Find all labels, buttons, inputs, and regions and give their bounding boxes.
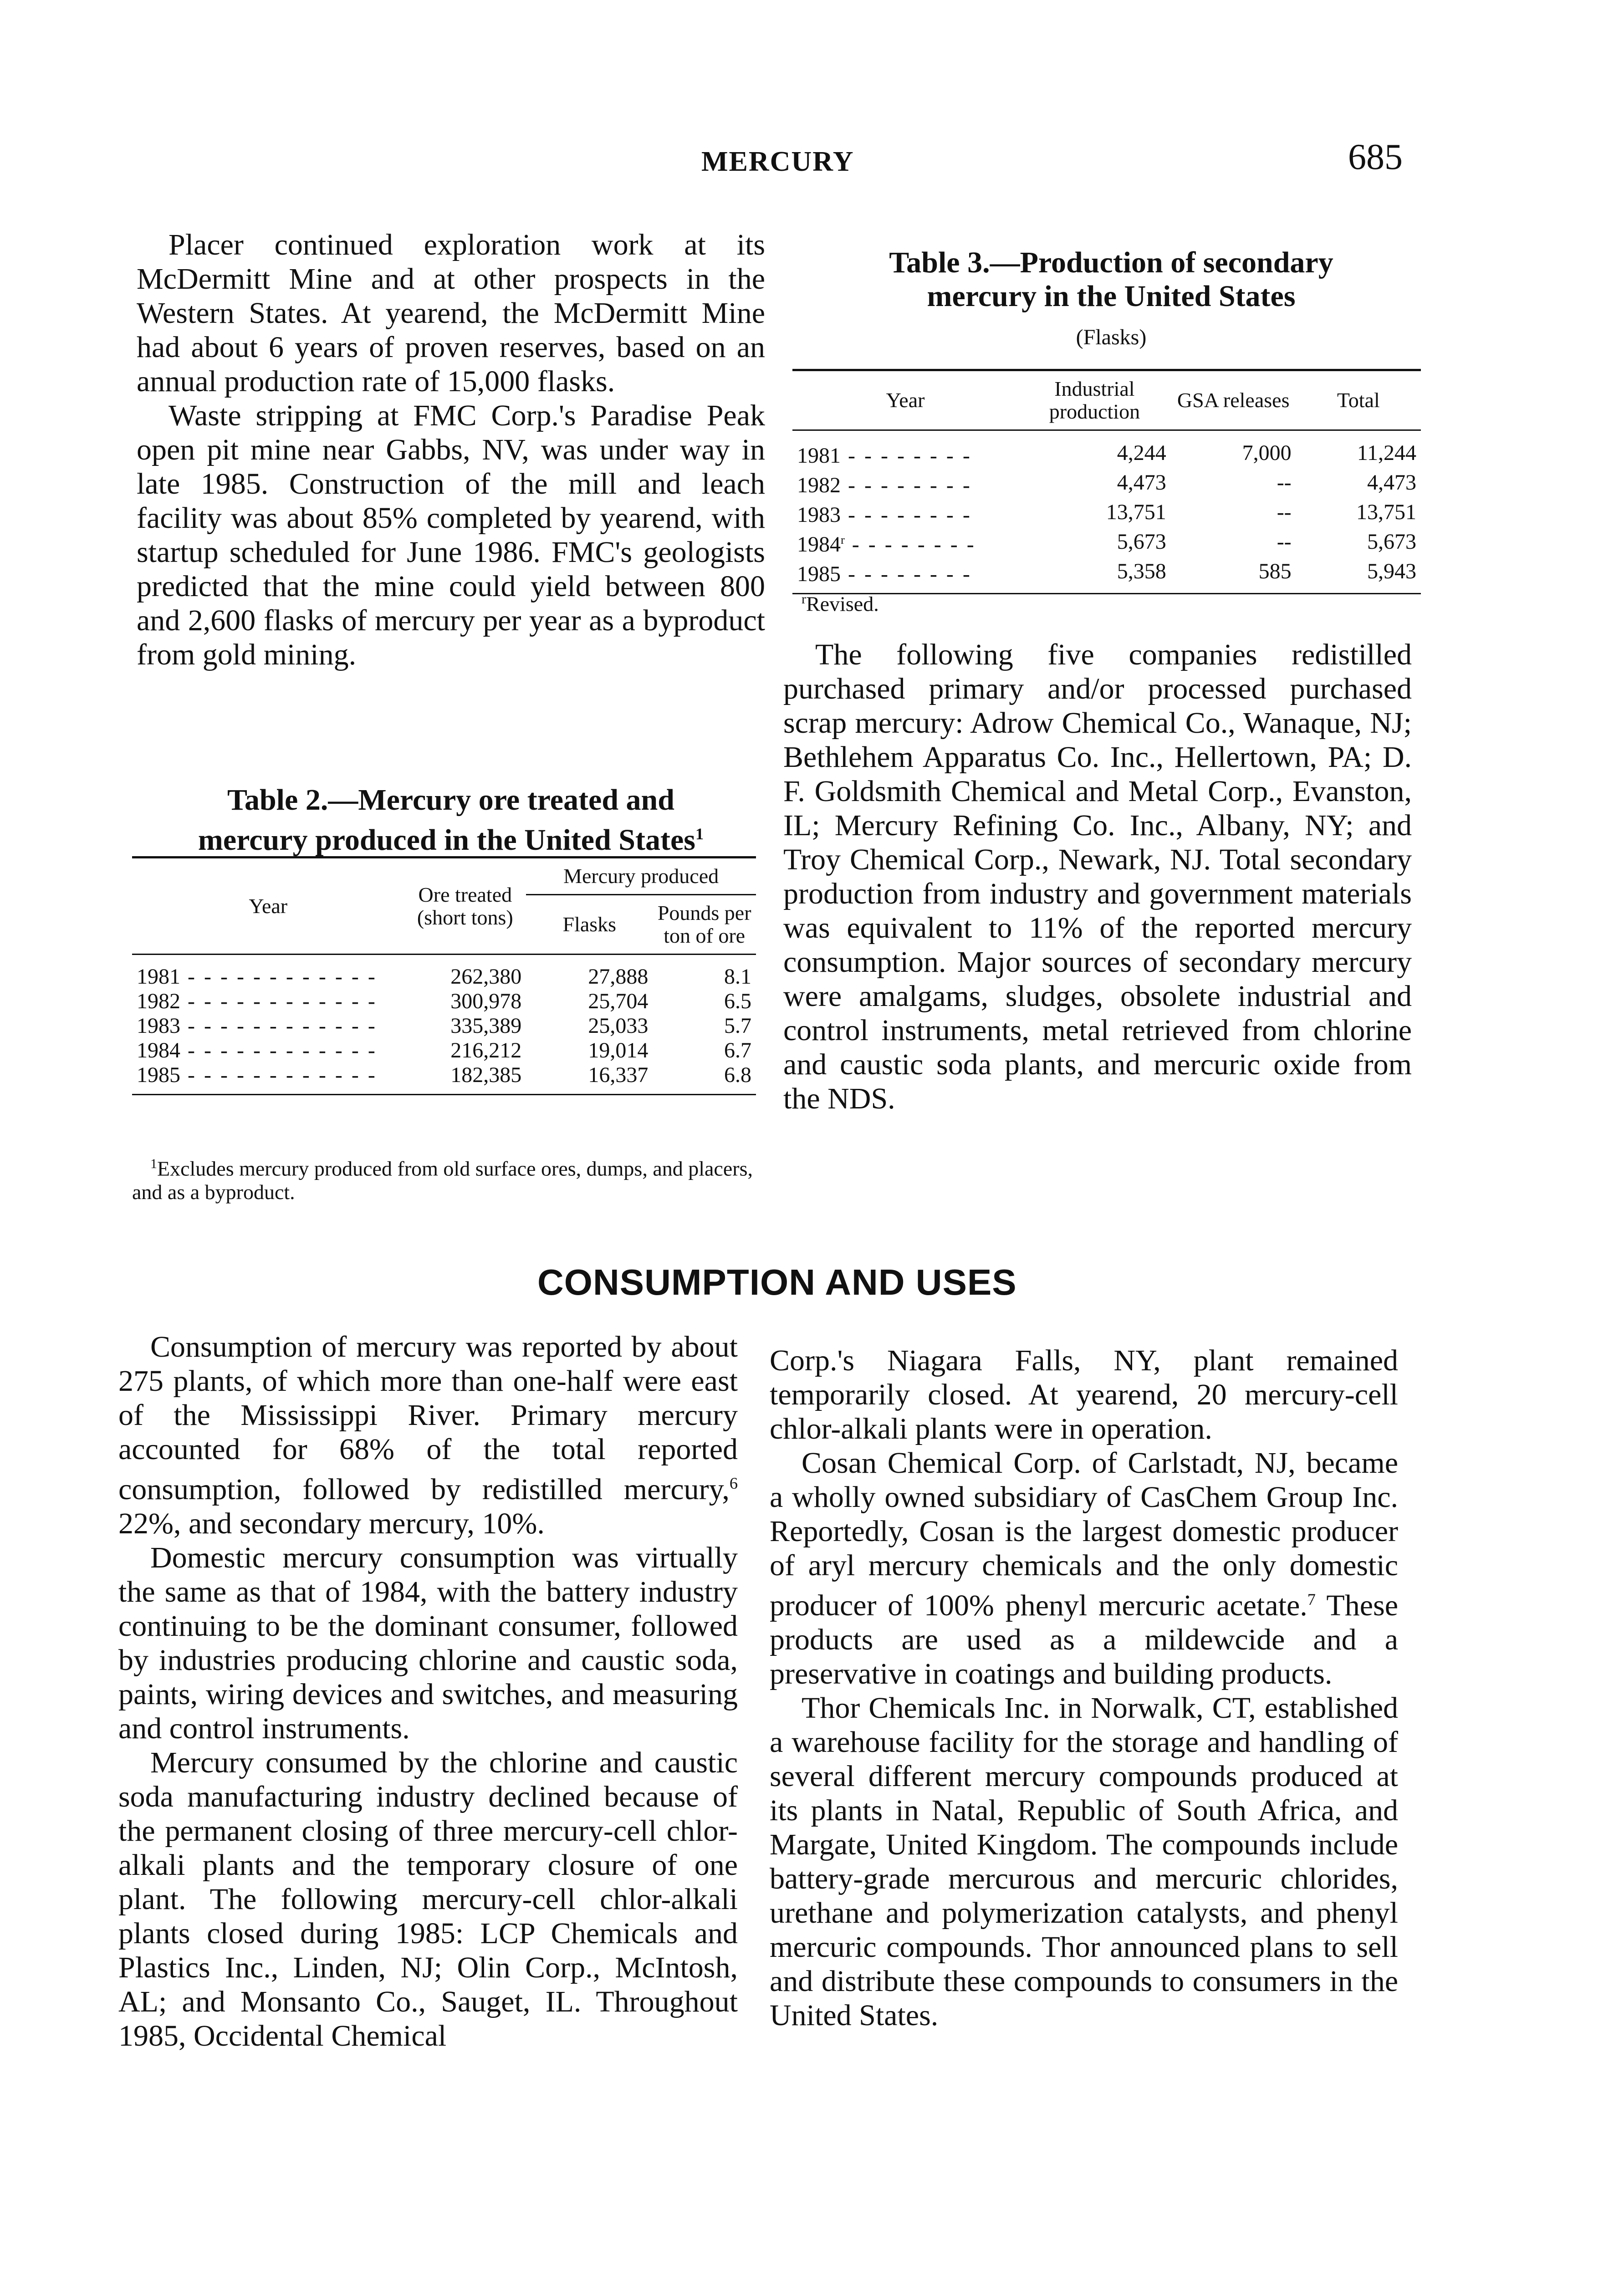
table2-header-pounds: Pounds per ton of ore: [657, 901, 751, 947]
industrial-cell: 4,244: [1117, 441, 1166, 465]
table3-header-gsa: GSA releases: [1177, 388, 1290, 412]
industrial-cell: 5,673: [1117, 530, 1166, 554]
table2-header-flasks: Flasks: [562, 913, 617, 936]
total-cell: 4,473: [1367, 470, 1416, 495]
paragraph: Placer continued exploration work at its McDermitt Mine and at other prospects in the Western States. At yearend, the McDermitt Mine had about 6 years of proven reserves, based on an annual production rate of 15,000 flasks.: [137, 228, 765, 398]
year-cell: 1982: [797, 473, 841, 497]
table-row: 1984$^r$ - - - - - - - - 5,673 -- 5,673: [792, 527, 1421, 557]
year-cell: 1981: [797, 443, 841, 468]
table-row: 1982 - - - - - - - - 4,473 -- 4,473: [792, 468, 1421, 498]
year-cell: 1983: [797, 502, 841, 527]
footnote-marker: r: [802, 592, 806, 607]
table2-title-marker: 1: [695, 825, 704, 843]
flasks-cell: 25,033: [588, 1013, 649, 1038]
year-cell: 1984: [797, 532, 841, 556]
right-column-top: [783, 638, 1412, 1116]
table3-title-line1: Table 3.—Production of secondary: [889, 246, 1333, 279]
gsa-cell: --: [1277, 470, 1292, 495]
flasks-cell: 25,704: [588, 989, 649, 1013]
flasks-cell: 16,337: [588, 1062, 649, 1087]
table2-header-ore: Ore treated (short tons): [417, 883, 513, 929]
flasks-cell: 19,014: [588, 1038, 649, 1062]
paragraph: Domestic mercury consumption was virtually the same as that of 1984, with the battery industry continuing to be the dominant consumer, followed by industries producing chlorine and caustic soda, paints, wiring devices and switches, and measuring and control instruments.: [118, 1541, 738, 1745]
page-number: 685: [1348, 137, 1403, 177]
paragraph: Cosan Chemical Corp. of Carlstadt, NJ, became a wholly owned subsidiary of CasChem Group Inc. Reportedly, Cosan is the largest domestic producer of aryl mercury chemicals and the only domestic producer of 100% phenyl mercuric acetate.$^7$ These products are used as a mildewcide and a preservative in coatings and building products.: [770, 1446, 1398, 1690]
industrial-cell: 13,751: [1106, 500, 1166, 524]
left-column-top: [137, 228, 765, 672]
table-row: 1983 - - - - - - - - - - - - 335,389 25,033 5.7: [132, 1014, 756, 1038]
table3-title-line2: mercury in the United States: [927, 280, 1296, 313]
paragraph: Mercury consumed by the chlorine and caustic soda manufacturing industry declined because of the permanent closing of three mercury-cell chlor-alkali plants and the temporary closure of one plant. The following mercury-cell chlor-alkali plants closed during 1985: LCP Chemicals and Plastics Inc., Linden, NJ; Olin Corp., McIntosh, AL; and Monsanto Co., Sauget, IL. Throughout 1985, Occidental Chemical: [118, 1746, 738, 2052]
table3-unit: (Flasks): [1076, 325, 1147, 349]
year-cell: 1985: [137, 1062, 180, 1087]
paragraph: Waste stripping at FMC Corp.'s Paradise Peak open pit mine near Gabbs, NV, was under way in late 1985. Construction of the mill and leach facility was about 85% completed by yearend, with startup scheduled for June 1986. FMC's geologists predicted that the mine could yield between 800 and 2,600 flasks of mercury per year as a byproduct from gold mining.: [137, 399, 765, 671]
pounds-cell: 6.5: [724, 989, 751, 1013]
year-cell: 1982: [137, 989, 180, 1013]
left-column-bottom: [118, 1330, 738, 2053]
table2-title-line1: Table 2.—Mercury ore treated and: [227, 783, 674, 817]
table3-header-industrial: Industrial production: [1049, 377, 1140, 423]
total-cell: 11,244: [1357, 441, 1416, 465]
ore-cell: 335,389: [450, 1013, 522, 1038]
ore-cell: 216,212: [450, 1038, 522, 1062]
industrial-cell: 5,358: [1117, 559, 1166, 583]
right-column-bottom: [770, 1343, 1398, 2032]
year-cell: 1985: [797, 562, 841, 586]
table-row: 1982 - - - - - - - - - - - - 300,978 25,704 6.5: [132, 989, 756, 1014]
table-row: 1983 - - - - - - - - 13,751 -- 13,751: [792, 498, 1421, 527]
total-cell: 5,673: [1367, 530, 1416, 554]
table2-header-year: Year: [249, 894, 288, 918]
table-row: 1984 - - - - - - - - - - - - 216,212 19,014 6.7: [132, 1038, 756, 1063]
table2-footnote: [132, 1152, 761, 1204]
gsa-cell: 7,000: [1242, 441, 1292, 465]
gsa-cell: --: [1277, 500, 1292, 524]
table-row: 1981 - - - - - - - - 4,244 7,000 11,244: [792, 439, 1421, 468]
pounds-cell: 8.1: [724, 964, 751, 989]
ore-cell: 182,385: [450, 1062, 522, 1087]
table2-title-line2: mercury produced in the United States: [198, 823, 695, 857]
gsa-cell: 585: [1258, 559, 1292, 583]
footnote-ref: 7: [1307, 1590, 1316, 1608]
table-row: 1981 - - - - - - - - - - - - 262,380 27,888 8.1: [132, 965, 756, 989]
table3-footnote: [802, 587, 1120, 616]
year-cell: 1981: [137, 964, 180, 989]
revised-marker: r: [841, 532, 845, 546]
pounds-cell: 5.7: [724, 1013, 751, 1038]
year-cell: 1984: [137, 1038, 180, 1062]
paragraph: Consumption of mercury was reported by about 275 plants, of which more than one-half were east of the Mississippi River. Primary mercury accounted for 68% of the total reported consumption, followed by redistilled mercury,$^6$ 22%, and secondary mercury, 10%.: [118, 1330, 738, 1540]
table3: [792, 369, 1421, 594]
table2-header-mercury-produced: Mercury produced: [526, 858, 756, 895]
table3-header-total: Total: [1337, 388, 1380, 412]
section-heading: CONSUMPTION AND USES: [537, 1262, 1017, 1302]
table-row: 1985 - - - - - - - - - - - - 182,385 16,337 6.8: [132, 1063, 756, 1095]
total-cell: 5,943: [1367, 559, 1416, 583]
footnote-marker: 1: [150, 1156, 157, 1171]
flasks-cell: 27,888: [588, 964, 649, 989]
footnote-text: Excludes mercury produced from old surface ores, dumps, and placers, and as a byproduct.: [132, 1157, 753, 1204]
table2: [132, 856, 756, 1095]
ore-cell: 262,380: [450, 964, 522, 989]
industrial-cell: 4,473: [1117, 470, 1166, 495]
table3-header-year: Year: [886, 388, 925, 412]
year-cell: 1983: [137, 1013, 180, 1038]
paragraph: The following five companies redistilled purchased primary and/or processed purchased scrap mercury: Adrow Chemical Co., Wanaque, NJ; Bethlehem Apparatus Co. Inc., Hellertown, PA; D. F. Goldsmith Chemical and Metal Corp., Evanston, IL; Mercury Refining Co. Inc., Albany, NY; and Troy Chemical Corp., Newark, NJ. Total secondary production from industry and government materials was equivalent to 11% of the reported mercury consumption. Major sources of secondary mercury were amalgams, sludges, obsolete industrial and control instruments, metal retrieved from chlorine and caustic soda plants, and mercuric oxide from the NDS.: [783, 638, 1412, 1115]
gsa-cell: --: [1277, 530, 1292, 554]
pounds-cell: 6.8: [724, 1062, 751, 1087]
paragraph: Thor Chemicals Inc. in Norwalk, CT, established a warehouse facility for the storage and handling of several different mercury compounds produced at its plants in Natal, Republic of South Africa, and Margate, United Kingdom. The compounds include battery-grade mercurous and mercuric chlorides, urethane and polymerization catalysts, and phenyl mercuric compounds. Thor announced plans to sell and distribute these compounds to consumers in the United States.: [770, 1691, 1398, 2032]
paragraph: Corp.'s Niagara Falls, NY, plant remained temporarily closed. At yearend, 20 mercury-cell chlor-alkali plants were in operation.: [770, 1344, 1398, 1445]
running-header-title: MERCURY: [701, 146, 854, 177]
pounds-cell: 6.7: [724, 1038, 751, 1062]
table2-title: [137, 783, 765, 857]
footnote-text: Revised.: [806, 592, 879, 616]
total-cell: 13,751: [1356, 500, 1416, 524]
table3-title: [797, 246, 1425, 354]
ore-cell: 300,978: [450, 989, 522, 1013]
table-row: 1985 - - - - - - - - 5,358 585 5,943: [792, 557, 1421, 594]
footnote-ref: 6: [729, 1474, 738, 1492]
